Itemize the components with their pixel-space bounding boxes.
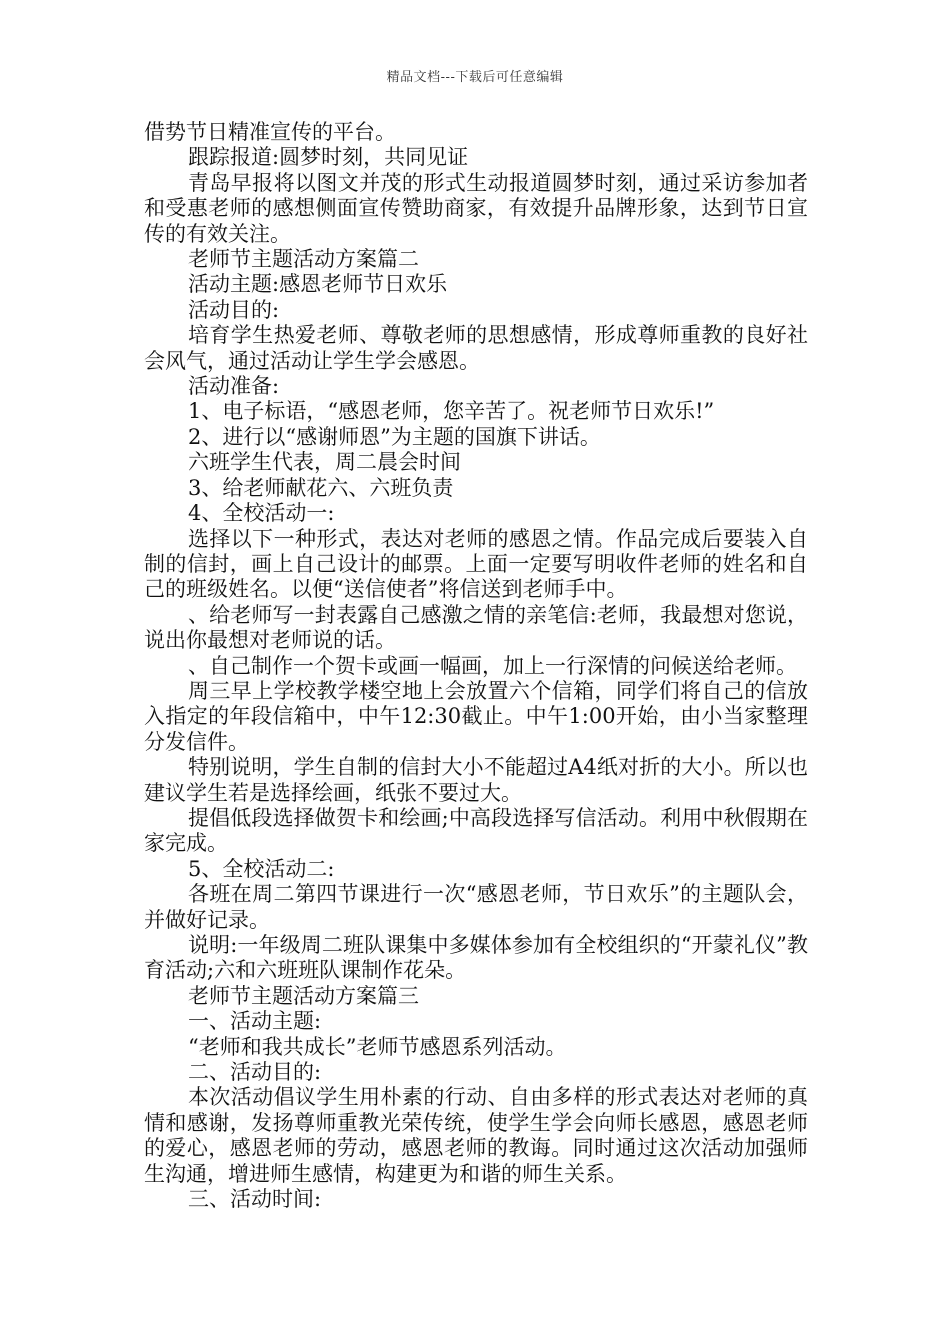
paragraph: 培育学生热爱老师、尊敬老师的思想感情，形成尊师重教的良好社会风气，通过活动让学生学会感恩。 [144,323,808,373]
paragraph: 各班在周二第四节课进行一次“感恩老师，节日欢乐”的主题队会，并做好记录。 [144,882,808,932]
paragraph: 1、电子标语，“感恩老师，您辛苦了。祝老师节日欢乐!” [188,399,715,424]
paragraph: 选择以下一种形式，表达对老师的感恩之情。作品完成后要装入自制的信封，画上自己设计的邮票。上面一定要写明收件老师的姓名和自己的班级姓名。以便“送信使者”将信送到老师手中。 [144,526,808,602]
page-header: 精品文档---下载后可任意编辑 [386,70,564,85]
paragraph: 老师节主题活动方案篇三 [188,983,419,1008]
paragraph: 说明:一年级周二班队课集中多媒体参加有全校组织的“开蒙礼仪”教育活动;六和六班班队课制作花朵。 [144,933,808,983]
paragraph: “老师和我共成长”老师节感恩系列活动。 [188,1034,567,1059]
paragraph: 活动主题:感恩老师节日欢乐 [188,272,448,297]
paragraph: 六班学生代表，周二晨会时间 [188,450,461,475]
paragraph: 提倡低段选择做贺卡和绘画;中高段选择写信活动。利用中秋假期在家完成。 [144,805,808,856]
paragraph: 4、全校活动一: [188,501,335,526]
paragraph: 、自己制作一个贺卡或画一幅画，加上一行深情的问候送给老师。 [188,653,797,678]
paragraph: 3、给老师献花六、六班负责 [188,475,454,500]
paragraph: 一、活动主题: [188,1009,322,1034]
paragraph: 三、活动时间: [188,1187,322,1212]
document-body [144,120,808,1212]
paragraph: 活动目的: [188,297,280,322]
paragraph: 、给老师写一封表露自己感激之情的亲笔信:老师，我最想对您说，说出你最想对老师说的话。 [144,602,808,653]
paragraph: 老师节主题活动方案篇二 [188,247,419,272]
paragraph: 周三早上学校教学楼空地上会放置六个信箱，同学们将自己的信放入指定的年段信箱中，中午12:30截止。中午1:00开始，由小当家整理分发信件。 [144,678,808,754]
paragraph: 借势节日精准宣传的平台。 [144,120,396,144]
paragraph: 特别说明，学生自制的信封大小不能超过A4纸对折的大小。所以也建议学生若是选择绘画，纸张不要过大。 [144,755,808,805]
paragraph: 2、进行以“感谢师恩”为主题的国旗下讲话。 [188,424,601,449]
paragraph: 本次活动倡议学生用朴素的行动、自由多样的形式表达对老师的真情和感谢，发扬尊师重教光荣传统，使学生学会向师长感恩，感恩老师的爱心，感恩老师的劳动，感恩老师的教诲。同时通过这次活动加强师生沟通，增进师生感情，构建更为和谐的师生关系。 [144,1085,808,1186]
paragraph: 青岛早报将以图文并茂的形式生动报道圆梦时刻，通过采访参加者和受惠老师的感想侧面宣传赞助商家，有效提升品牌形象，达到节日宣传的有效关注。 [144,170,808,246]
paragraph: 活动准备: [188,374,280,399]
paragraph: 跟踪报道:圆梦时刻，共同见证 [188,145,469,170]
paragraph: 二、活动目的: [188,1060,322,1085]
paragraph: 5、全校活动二: [188,856,335,881]
